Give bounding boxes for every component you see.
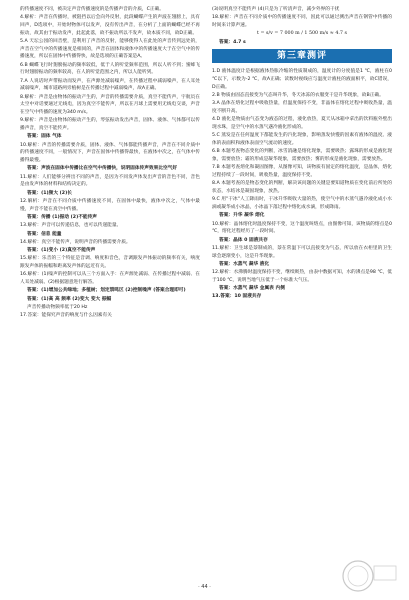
- answer-line: 答案：水蒸气 凝华 液化: [219, 261, 270, 267]
- right-para: 2.B 物质由固态直接变为气态叫升华，冬天冰冻的衣服变干是升华现象，故B正确。: [212, 93, 384, 98]
- answer-line: 答案：水蒸气 凝华 金属表 内侧: [219, 286, 285, 292]
- answer-line: 答案：固体 气体: [27, 134, 62, 140]
- right-para: 9.C 用"干冰"人工降雨时，干冰升华吸收大量的热，使空气中的水蒸气遇冷液化成小水滴或凝华成小冰晶，小冰晶下落过程中熔化成水滴，形成降雨。: [212, 197, 392, 210]
- right-para: 1.D 液体温度计是根据液体热胀冷缩的性质制成的，温度计的分度值是1 ℃，液柱在0 ℃以下，示数为-2 ℃，故A正确；读数时视线应与温度计液柱的液面相平，故C错误，D正确。: [212, 69, 392, 90]
- watermark-stamp-icon: [338, 558, 400, 596]
- left-para: 5.A 天坛公园的回音壁，是利用了声音的反射，能够使得人在此处的声音传到远处的，声音在空气中的传播速度是相同的，声音在固体和液体中的传播速度大于在空气中的传播速度，所以在固体中传播得快，故是选项的正确答案是A。: [20, 39, 200, 60]
- answer-line: 答案：(1)增加公共绿地；多植树；划定禁鸣区 (2)控制噪声 (答案合理即可): [27, 288, 186, 294]
- left-para: 6.B 蝴蝶飞行时翅膀振动的频率较低，低于人的听觉频率范围，所以人听不到；蜜蜂飞行时翅膀振动的频率较高，在人的听觉范围之内，所以人能听到。: [20, 62, 200, 76]
- answer-line: 13.答案：10 固液共存: [212, 294, 262, 300]
- answer-line: 答案：声波在固体中传播比在空气中传播快，说明固体传声效果比空气好: [27, 166, 178, 172]
- right-para: 10.解析：晶体熔化时温度保持不变，这个温度叫熔点，由图像可知，该物质的熔点是0 ℃，熔化过程经历了一段时间。: [212, 221, 392, 235]
- left-para: 8.解析：声音是由物体的振动产生的，声音的传播需要介质，真空不能传声，宇航员在太空中对话要通过无线电，因为真空不能传声，所以在月球上需要用无线电交谈，声音在空气中传播的速度为340 m/s。: [20, 94, 200, 116]
- left-para: 4.解析：声音在传播时，被阻挡以后会向外反射，此段蝴蝶产生的声波在翅膀上，具有回声，D选项中，开始时物体可以发声，没有传出声音，在分析了上面的蝴蝶已经不再振动，故其由于振动发声，此起此落，故不振动所以不发声，故本质不同，故D正确。: [20, 15, 200, 36]
- answer-line: 答案：传播 (1)振动 (2)不能传声: [27, 215, 97, 220]
- left-para: 12.解析：声音在不同介质中传播速度不同，在固体中最快，液体中次之，气体中最慢，声音不能在真空中传播。: [20, 199, 200, 212]
- right-column: [212, 6, 392, 302]
- left-para: 17.答案：能探究声音的响度与什么因素有关: [20, 313, 112, 319]
- left-para: 9.解析：声音是由物体的振动产生的，琴弦振动发出声音，固体、液体、气体都可以传播声音，真空不能传声。: [20, 118, 200, 132]
- right-para: 5.C 蒸发是在任何温度下都能发生的汽化现象，影响蒸发快慢的因素有液体的温度、液体的表面积和液体表面空气流动的速度。: [212, 133, 392, 146]
- left-para: 16.解析：(1)噪声的控制可以从三个方面入手：在声源处减弱、在传播过程中减弱、在人耳处减弱。(2)根据题意进行解答。: [20, 272, 200, 286]
- answer-line: 答案：信息 能量: [27, 231, 62, 237]
- left-para: 10.解析：声音的传播需要介质，固体、液体、气体都能传播声音，声音在不同介质中的传播速度不同，一般情况下，声音在固体中传播得最快，在液体中次之，在气体中传播得最慢。: [20, 142, 200, 164]
- right-para: 3.A 晶体在熔化过程中吸收热量，但温度保持不变，非晶体在熔化过程中吸收热量，温度不断升高。: [212, 101, 392, 114]
- answer-line: 答案：升华 凝华 熔化: [219, 213, 265, 219]
- left-para: 声音传播动物频率低于20 Hz: [27, 305, 88, 311]
- left-para: 的传播速度不同，被决定声音传播速度的是传播声音的介质，C正确。: [20, 7, 164, 12]
- page-number: · 44 ·: [198, 584, 211, 590]
- right-para: 12.解析：水沸腾时温度保持不变，继续吸热，由表中数据可知，水的沸点是98 ℃，低于100 ℃，说明当地气压低于一个标准大气压。: [212, 270, 392, 283]
- section-banner: 第三章测评: [212, 49, 392, 63]
- answer-line: 答案：(1)频大 (2)长: [27, 190, 72, 196]
- right-para: 11.解析：卫生球是萘制成的，萘在常温下可以直接变为气态，所以放在衣柜里的卫生球会逐渐变小，这是升华现象。: [212, 245, 392, 259]
- formula-line: t = s/v = 7 000 m / 1 500 m/s ≈ 4.7 s: [257, 31, 347, 37]
- left-para: 14.解析：真空不能传声，说明声音的传播需要介质。: [20, 239, 131, 245]
- left-para: 13.解析：声音可以传递信息，也可以传递能量。: [20, 223, 122, 229]
- answer-line: 答案：晶体 0 固液共存: [219, 237, 268, 243]
- right-para: 6.B 本题考查物态变化的判断，冰雪消融是熔化现象，需要吸热；露珠的形成是液化现象，需要放热；霜的形成是凝华现象，需要放热；雾的形成是液化现象，需要放热。: [212, 149, 392, 162]
- answer-line: 答案：(1)变小 (2)真空不能传声: [27, 248, 96, 254]
- answer-line: 答案：4.7 s: [219, 39, 246, 45]
- right-para: 7.B 本题考查熔化和凝固图像，从图像可知，该物质有固定的熔化温度，是晶体，熔化过程持续了一段时间，吸收热量，温度保持不变。: [212, 165, 392, 178]
- right-para: 4.D 液化是物质由气态变为液态的过程，液化放热，夏天从冰箱中拿出的饮料瓶外壁出现水珠，是空气中的水蒸气遇冷液化形成的。: [212, 117, 392, 130]
- left-column: [20, 6, 200, 321]
- left-para: 11.解析：人们能够分辨出不同的声音，是因为不同发声体发出声音的音色不同，音色是由发声体的材料和结构决定的。: [20, 174, 200, 188]
- left-para: 15.解析：乐音的三个特征是音调、响度和音色，音调跟发声体振动的频率有关，响度跟发声体的振幅和距离发声体的远近有关。: [20, 256, 200, 270]
- left-para: 7.A 人说话时声带振动而发声，在声源处减弱噪声，在传播过程中减弱噪声，在人耳处减弱噪声，城市道路两旁植树是在传播过程中减弱噪声，故A正确。: [20, 78, 200, 92]
- right-para: 18.解析：声音在不同介质中的传播速度不同，因此可以通过测出声音在钢管中传播的时间来计算声速。: [212, 15, 392, 28]
- right-para: 8.A 本题考查的是物态变化的判断，解决该问题的关键是要知道物质在变化前后所处的状态，水结冰是凝固现象，放热。: [212, 181, 392, 194]
- right-para: (3)说明真空不能传声 (4)只是为了听清声音，减少外界的干扰: [212, 7, 340, 12]
- answer-line: 答案：(1)高 高 频率 (2)变大 变大 振幅: [27, 296, 112, 302]
